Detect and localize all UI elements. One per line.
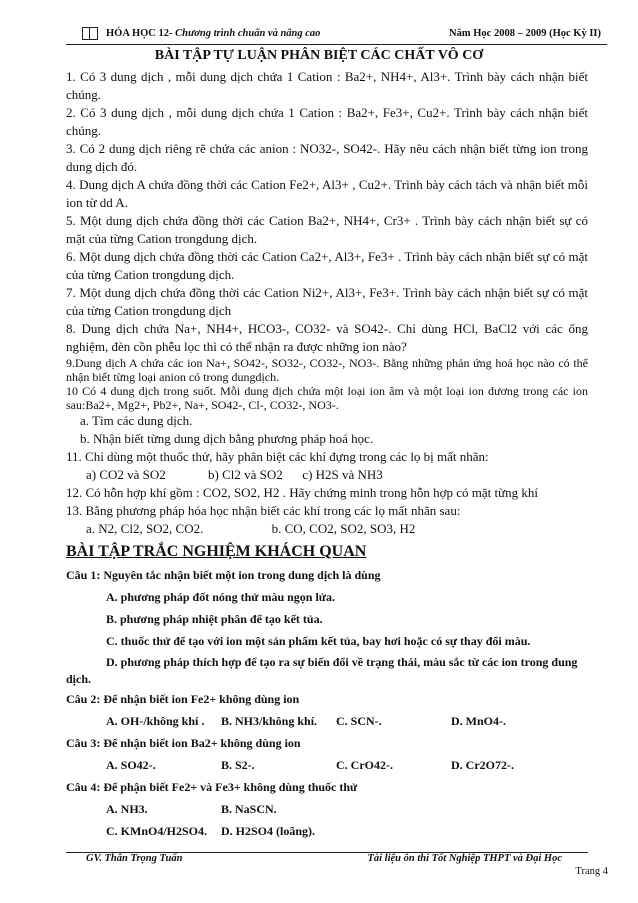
- mc-q3-option-b: B. S2-.: [221, 758, 255, 772]
- mc-q2-options: [66, 710, 588, 732]
- essay-q5: 5. Một dung dịch chứa đồng thời các Cation Ba2+, NH4+, Cr3+ . Trình bày cách nhận biết sự có mặt của từng Cation trongdung dịch.: [66, 213, 588, 246]
- page-number: Trang 4: [575, 866, 608, 877]
- essay-q1: 1. Có 3 dung dịch , mỗi dung dịch chứa 1 Cation : Ba2+, NH4+, Al3+. Trình bày cách nhận biết chúng.: [66, 69, 588, 102]
- mc-q1-option-b: B. phương pháp nhiệt phân để tạo kết tủa.: [106, 612, 323, 626]
- mc-q4: Câu 4: Để phận biết Fe2+ và Fe3+ không dùng thuốc thử: [66, 780, 358, 794]
- essay-q9: 9.Dung dịch A chứa các ion Na+, SO42-, SO32-, CO32-, NO3-. Bằng những phản ứng hoá học nào có thể nhận biết từng loại anion có trong dungdịch.: [66, 356, 588, 384]
- page-header: [66, 26, 607, 45]
- mc-q2-option-c: C. SCN-.: [336, 714, 382, 728]
- mc-section-title: BÀI TẬP TRẮC NGHIỆM KHÁCH QUAN: [66, 543, 367, 560]
- book-icon: [82, 27, 98, 40]
- essay-q6: 6. Một dung dịch chứa đồng thời các Cation Ca2+, Al3+, Fe3+ . Trình bày cách nhận biết sự có mặt của từng Cation trongdung dịch.: [66, 249, 588, 282]
- essay-q10: 10 Có 4 dung dịch trong suốt. Mỗi dung dịch chứa một loại ion âm và một loại ion dương trong các ion sau:Ba2+, Mg2+, Pb2+, Na+, SO42-, Cl-, CO32-, NO3-.: [66, 384, 588, 412]
- essay-q4: 4. Dung dịch A chứa đồng thời các Cation Fe2+, Al3+ , Cu2+. Trình bày cách tách và nhận biết mỗi ion từ dd A.: [66, 177, 588, 210]
- essay-q11: 11. Chỉ dùng một thuốc thử, hãy phân biệt các khí đựng trong các lọ bị mất nhãn:: [66, 449, 489, 464]
- q11-options: [66, 466, 588, 484]
- mc-q1: Câu 1: Nguyên tắc nhận biết một ion trong dung dịch là dùng: [66, 568, 381, 582]
- mc-q4-option-c: C. KMnO4/H2SO4.: [106, 824, 208, 838]
- mc-q3: Câu 3: Để nhận biết ion Ba2+ không dùng ion: [66, 736, 301, 750]
- mc-q3-option-a: A. SO42-.: [106, 758, 156, 772]
- header-subject: HÓA HỌC 12- Chương trình chuẩn và nâng cao: [106, 28, 321, 39]
- q13-option-b: b. CO, CO2, SO2, SO3, H2: [271, 521, 416, 536]
- mc-q1-option-a: A. phương pháp đốt nóng thử màu ngọn lửa.: [106, 590, 335, 604]
- mc-q2-option-d: D. MnO4-.: [451, 714, 506, 728]
- q13-option-a: a. N2, Cl2, SO2, CO2.: [86, 521, 204, 536]
- header-school-year: Năm Học 2008 – 2009 (Học Kỳ II): [449, 28, 601, 39]
- mc-q4-options-cd: [66, 820, 588, 842]
- header-program: Chương trình chuẩn và nâng cao: [175, 28, 321, 39]
- q10-part-b: b. Nhận biết từng dung dịch bằng phương pháp hoá học.: [80, 431, 374, 446]
- q11-option-b: b) Cl2 và SO2: [208, 467, 283, 482]
- mc-q4-option-b: B. NaSCN.: [221, 802, 277, 816]
- page-footer: [66, 852, 588, 865]
- doc-title: BÀI TẬP TỰ LUẬN PHÂN BIỆT CÁC CHẤT VÔ CƠ: [154, 48, 484, 63]
- mc-q1-option-d: D. phương pháp thích hợp để tạo ra sự biến đổi về trạng thái, màu sắc từ các ion trong dung dịch.: [66, 655, 578, 686]
- mc-q4-option-a: A. NH3.: [106, 802, 148, 816]
- essay-q12: 12. Có hỗn hợp khí gồm : CO2, SO2, H2 . Hãy chứng minh trong hỗn hợp có mặt từng khí: [66, 485, 538, 500]
- mc-q3-option-c: C. CrO42-.: [336, 758, 393, 772]
- footer-source: Tài liệu ôn thi Tốt Nghiệp THPT và Đại Học: [367, 853, 562, 864]
- essay-q2: 2. Có 3 dung dịch , mỗi dung dịch chứa 1 Cation : Ba2+, Fe3+, Cu2+. Trình bày cách nhận biết chúng.: [66, 105, 588, 138]
- essay-q13: 13. Bằng phương pháp hóa học nhận biết các khí trong các lọ mất nhãn sau:: [66, 503, 461, 518]
- mc-q4-options-ab: [66, 798, 588, 820]
- footer-author: GV. Thân Trọng Tuấn: [86, 853, 183, 864]
- mc-q2-option-a: A. OH-/không khí .: [106, 714, 205, 728]
- mc-q4-option-d: D. H2SO4 (loãng).: [221, 824, 316, 838]
- mc-q3-options: [66, 754, 588, 776]
- q10-part-a: a. Tìm các dung dịch.: [80, 413, 193, 428]
- mc-q2: Câu 2: Để nhận biết ion Fe2+ không dùng ion: [66, 692, 300, 706]
- mc-q1-option-c: C. thuốc thử để tạo với ion một sản phẩm kết tủa, bay hơi hoặc có sự thay đổi màu.: [106, 634, 531, 648]
- q13-options: [66, 520, 588, 538]
- essay-q8: 8. Dung dịch chứa Na+, NH4+, HCO3-, CO32- và SO42-. Chỉ dùng HCl, BaCl2 với các ống nghiệm, đèn cồn phễu lọc thì có thể nhận ra được những ion nào?: [66, 321, 588, 354]
- mc-q3-option-d: D. Cr2O72-.: [451, 758, 514, 772]
- essay-q3: 3. Có 2 dung dịch riêng rẽ chứa các anion : NO32-, SO42-. Hãy nêu cách nhận biết từng ion trong dung dịch đó.: [66, 141, 588, 174]
- mc-q2-option-b: B. NH3/không khí.: [221, 714, 318, 728]
- essay-q7: 7. Một dung dịch chứa đồng thời các Cation Ni2+, Al3+, Fe3+. Trình bày cách nhận biết sự có mặt của từng Cation trongdung dịch: [66, 285, 588, 318]
- content: [66, 68, 588, 842]
- q11-option-c: c) H2S và NH3: [302, 467, 383, 482]
- q11-option-a: a) CO2 và SO2: [86, 467, 166, 482]
